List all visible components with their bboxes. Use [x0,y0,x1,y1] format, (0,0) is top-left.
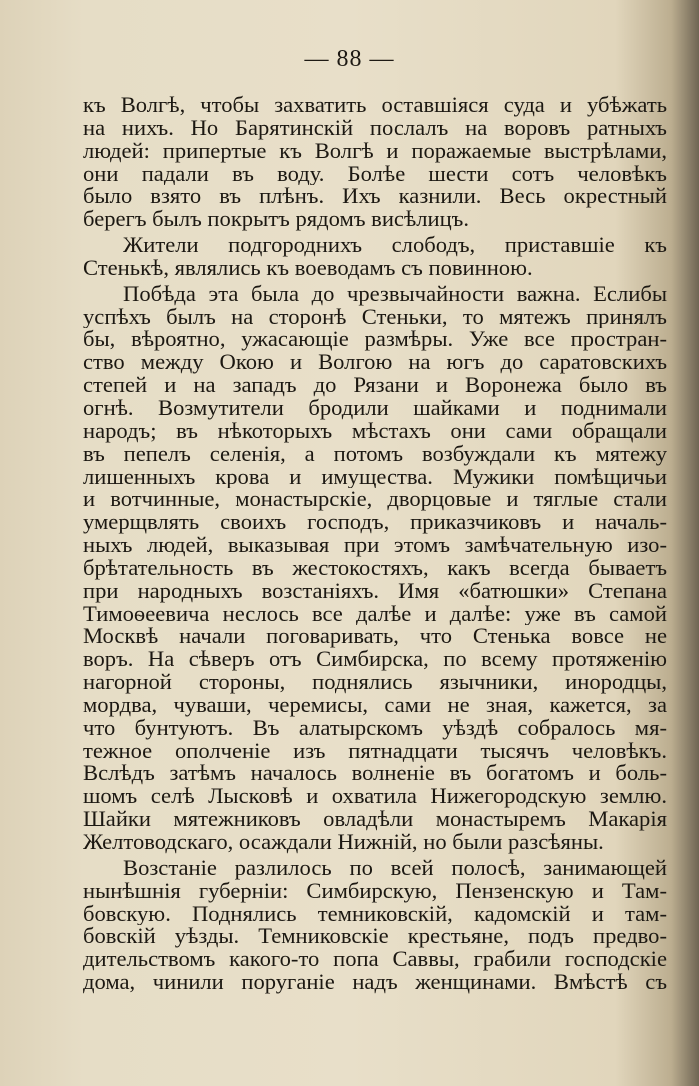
text-line: дома, чинили поруганіе надъ женщинами. Вмѣстѣ съ [83,971,667,994]
text-line: ство между Окою и Волгою на югъ до саратовскихъ [83,351,667,375]
text-line: къ Волгѣ, чтобы захватить оставшіяся суда и убѣжать [83,94,667,117]
paragraph-2 [83,234,667,280]
text-line: мордва, чуваши, черемисы, сами не зная, кажется, за [83,693,667,717]
text-line: и вотчинные, монастырскіе, дворцовые и тяглые стали [83,488,667,512]
text-line: Шайки мятежниковъ овладѣли монастыремъ Макарія [83,808,667,831]
text-line: Желтоводскаго, осаждали Нижній, но были разсѣяны. [83,831,604,854]
text-line: Вслѣдъ затѣмъ началось волненіе въ богатомъ и боль- [83,762,667,786]
text-line: было взято въ плѣнъ. Ихъ казнили. Весь окрестный [83,185,667,209]
text-line: воръ. На сѣверъ отъ Симбирска, по всему протяженію [83,648,667,672]
paragraph-4 [83,857,667,994]
text-line: лишенныхъ крова и имущества. Мужики помѣщичьи [83,465,667,489]
paragraph-3 [83,283,667,854]
page-text [83,94,667,994]
text-line: степей и на западъ до Рязани и Воронежа было въ [83,374,667,397]
text-line: брѣтательность въ жестокостяхъ, какъ всегда бываетъ [83,556,667,580]
text-line: въ пепелъ селенія, а потомъ возбуждали къ мятежу [83,442,667,466]
text-line: нынѣшнія губерніи: Симбирскую, Пензенскую и Там- [83,879,667,903]
text-line: Стенькѣ, являлись къ воеводамъ съ повинною. [83,256,533,280]
text-line: народъ; въ нѣкоторыхъ мѣстахъ они сами обращали [83,419,667,443]
text-line: на нихъ. Но Барятинскій послалъ на воровъ ратныхъ [83,116,667,140]
text-line: умерщвлять своихъ господъ, приказчиковъ и началь- [83,511,667,535]
text-line: Возстаніе разлилось по всей полосѣ, занимающей [123,856,667,880]
text-line: Жители подгороднихъ слободъ, приставшіе къ [123,234,667,257]
text-line: людей: припертые къ Волгѣ и поражаемые выстрѣлами, [83,139,667,163]
text-line: они падали въ воду. Болѣе шести сотъ человѣкъ [83,162,667,186]
text-line: бовскій уѣзды. Темниковскіе крестьяне, подъ предво- [83,925,667,949]
text-line: дительствомъ какого-то попа Саввы, грабили господскіе [83,948,667,972]
text-line: бовскую. Поднялись темниковскій, кадомскій и там- [83,902,667,926]
text-line: тежное ополченіе изъ пятнадцати тысячъ человѣкъ. [83,739,667,763]
text-line: при народныхъ возстаніяхъ. Имя «батюшки» Степана [83,579,667,603]
text-line: успѣхъ былъ на сторонѣ Стеньки, то мятежъ принялъ [83,305,667,329]
text-line: берегъ былъ покрытъ рядомъ висѣлицъ. [83,208,470,232]
text-line: что бунтуютъ. Въ алатырскомъ уѣздѣ собралось мя- [83,716,667,740]
page-number: — 88 — [304,46,395,72]
text-line: Тимоѳеевича неслось все далѣе и далѣе: уже въ самой [83,602,667,626]
text-line: шомъ селѣ Лысковѣ и охватила Нижегородскую землю. [83,785,667,809]
text-line: ныхъ людей, выказывая при этомъ замѣчательную изо- [83,534,667,557]
paragraph-1 [83,94,667,231]
text-line: огнѣ. Возмутители бродили шайками и поднимали [83,396,667,420]
text-line: Москвѣ начали поговаривать, что Стенька вовсе не [83,625,667,649]
text-line: бы, вѣроятно, ужасающіе размѣры. Уже все простран- [83,328,667,352]
text-line: Побѣда эта была до чрезвычайности важна. Еслибы [123,282,667,306]
text-line: нагорной стороны, поднялись язычники, инородцы, [83,671,667,694]
